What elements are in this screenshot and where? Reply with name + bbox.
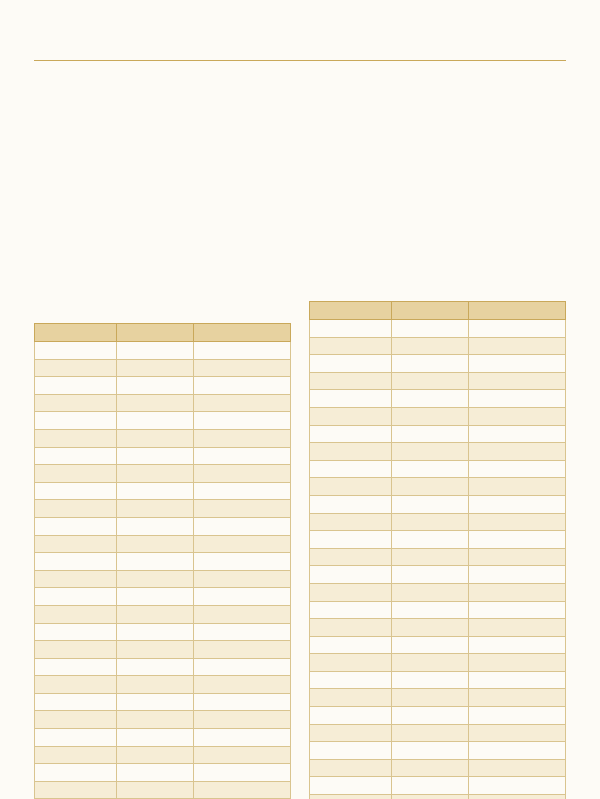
cell-word	[391, 654, 468, 672]
cell-word	[391, 601, 468, 619]
table-row	[310, 619, 566, 637]
table-row	[310, 759, 566, 777]
cell-reference	[35, 570, 117, 588]
cell-word	[116, 764, 193, 782]
cell-word	[116, 605, 193, 623]
cell-meaning	[193, 588, 290, 606]
cell-meaning	[468, 337, 565, 355]
cell-meaning	[193, 693, 290, 711]
cell-reference	[310, 795, 392, 799]
table-row	[310, 495, 566, 513]
cell-reference	[310, 619, 392, 637]
table-row	[310, 601, 566, 619]
cell-reference	[310, 777, 392, 795]
table-row	[35, 394, 291, 412]
cell-reference	[35, 535, 117, 553]
cell-word	[391, 795, 468, 799]
cell-word	[391, 337, 468, 355]
table-row	[310, 707, 566, 725]
table-header-row	[35, 324, 291, 342]
cell-word	[116, 641, 193, 659]
cell-meaning	[193, 342, 290, 360]
cell-word	[391, 636, 468, 654]
cell-meaning	[468, 513, 565, 531]
cell-reference	[310, 513, 392, 531]
table-row	[35, 764, 291, 782]
table-row	[310, 443, 566, 461]
table-row	[310, 320, 566, 338]
cell-meaning	[468, 548, 565, 566]
cell-reference	[310, 337, 392, 355]
cell-reference	[310, 671, 392, 689]
cell-reference	[310, 372, 392, 390]
cell-reference	[310, 495, 392, 513]
cell-word	[391, 671, 468, 689]
table-row	[310, 777, 566, 795]
cell-word	[391, 548, 468, 566]
cell-word	[391, 531, 468, 549]
table-row	[310, 531, 566, 549]
cell-word	[116, 535, 193, 553]
cell-reference	[310, 724, 392, 742]
table-row	[310, 478, 566, 496]
cell-meaning	[468, 478, 565, 496]
cell-word	[391, 619, 468, 637]
cell-meaning	[193, 394, 290, 412]
cell-word	[391, 443, 468, 461]
cell-word	[116, 658, 193, 676]
cell-reference	[310, 320, 392, 338]
cell-meaning	[468, 795, 565, 799]
cell-reference	[35, 676, 117, 694]
cell-reference	[310, 636, 392, 654]
table-row	[35, 729, 291, 747]
cell-word	[391, 742, 468, 760]
cell-reference	[310, 566, 392, 584]
table-row	[310, 636, 566, 654]
right-column	[309, 71, 566, 799]
cell-word	[391, 425, 468, 443]
cell-word	[391, 355, 468, 373]
cell-meaning	[468, 566, 565, 584]
cell-reference	[310, 443, 392, 461]
table-row	[310, 548, 566, 566]
cell-meaning	[193, 447, 290, 465]
table-row	[35, 658, 291, 676]
cell-reference	[310, 478, 392, 496]
cell-meaning	[193, 359, 290, 377]
cell-meaning	[468, 619, 565, 637]
table-row	[35, 447, 291, 465]
cell-reference	[35, 553, 117, 571]
cell-reference	[310, 531, 392, 549]
cell-word	[116, 693, 193, 711]
cell-word	[116, 465, 193, 483]
cell-meaning	[193, 377, 290, 395]
table-row	[35, 342, 291, 360]
cell-reference	[35, 482, 117, 500]
cell-reference	[35, 465, 117, 483]
table-row	[310, 407, 566, 425]
cell-reference	[35, 447, 117, 465]
col-header-meaning	[468, 302, 565, 320]
table-row	[35, 676, 291, 694]
cell-meaning	[193, 517, 290, 535]
table-row	[35, 781, 291, 799]
cell-word	[116, 447, 193, 465]
cell-word	[116, 342, 193, 360]
table-row	[310, 390, 566, 408]
cell-reference	[35, 764, 117, 782]
cell-meaning	[468, 390, 565, 408]
table-row	[35, 605, 291, 623]
cell-word	[116, 394, 193, 412]
cell-reference	[310, 601, 392, 619]
cell-meaning	[193, 553, 290, 571]
cell-meaning	[468, 425, 565, 443]
cell-reference	[35, 429, 117, 447]
table-row	[310, 355, 566, 373]
cell-reference	[310, 425, 392, 443]
table-row	[310, 795, 566, 799]
cell-meaning	[468, 407, 565, 425]
cell-meaning	[468, 742, 565, 760]
cell-word	[116, 623, 193, 641]
cell-meaning	[193, 412, 290, 430]
cell-meaning	[468, 707, 565, 725]
table-row	[35, 465, 291, 483]
cell-word	[116, 588, 193, 606]
table-row	[35, 641, 291, 659]
table-row	[310, 724, 566, 742]
cell-reference	[310, 390, 392, 408]
left-column	[34, 71, 291, 799]
cell-word	[116, 676, 193, 694]
table-row	[35, 359, 291, 377]
cell-word	[116, 553, 193, 571]
cell-reference	[35, 623, 117, 641]
left-glossary-table	[34, 323, 291, 799]
col-header-reference	[310, 302, 392, 320]
cell-meaning	[193, 429, 290, 447]
cell-meaning	[468, 443, 565, 461]
table-row	[310, 337, 566, 355]
left-table-body	[35, 342, 291, 799]
table-row	[310, 689, 566, 707]
table-row	[35, 377, 291, 395]
table-row	[35, 482, 291, 500]
cell-reference	[35, 729, 117, 747]
header-divider	[34, 60, 566, 61]
col-header-reference	[35, 324, 117, 342]
col-header-word	[391, 302, 468, 320]
cell-reference	[310, 654, 392, 672]
table-row	[35, 711, 291, 729]
cell-reference	[310, 707, 392, 725]
cell-meaning	[193, 605, 290, 623]
cell-reference	[35, 394, 117, 412]
table-row	[35, 553, 291, 571]
cell-meaning	[468, 320, 565, 338]
cell-word	[391, 372, 468, 390]
cell-meaning	[468, 531, 565, 549]
cell-meaning	[468, 671, 565, 689]
cell-reference	[35, 517, 117, 535]
cell-word	[391, 495, 468, 513]
cell-word	[391, 689, 468, 707]
table-row	[35, 429, 291, 447]
table-row	[35, 693, 291, 711]
table-row	[310, 742, 566, 760]
cell-reference	[35, 359, 117, 377]
cell-meaning	[468, 460, 565, 478]
cell-word	[116, 746, 193, 764]
cell-reference	[35, 412, 117, 430]
cell-word	[391, 777, 468, 795]
right-glossary-table	[309, 301, 566, 799]
cell-word	[116, 500, 193, 518]
cell-reference	[310, 742, 392, 760]
cell-word	[116, 729, 193, 747]
cell-reference	[35, 377, 117, 395]
cell-word	[116, 570, 193, 588]
left-column-paragraph	[34, 71, 291, 311]
cell-meaning	[468, 636, 565, 654]
cell-reference	[310, 407, 392, 425]
cell-meaning	[193, 465, 290, 483]
cell-meaning	[468, 372, 565, 390]
cell-word	[116, 412, 193, 430]
cell-word	[391, 513, 468, 531]
cell-meaning	[193, 781, 290, 799]
table-header-row	[310, 302, 566, 320]
cell-reference	[310, 548, 392, 566]
cell-meaning	[468, 583, 565, 601]
cell-reference	[310, 689, 392, 707]
table-row	[35, 588, 291, 606]
cell-reference	[35, 658, 117, 676]
cell-meaning	[193, 729, 290, 747]
table-row	[310, 671, 566, 689]
cell-reference	[35, 693, 117, 711]
cell-meaning	[468, 689, 565, 707]
cell-word	[116, 781, 193, 799]
cell-meaning	[468, 495, 565, 513]
cell-word	[391, 320, 468, 338]
cell-word	[391, 478, 468, 496]
cell-word	[116, 359, 193, 377]
table-row	[310, 513, 566, 531]
cell-reference	[35, 641, 117, 659]
cell-meaning	[193, 711, 290, 729]
col-header-meaning	[193, 324, 290, 342]
cell-reference	[310, 759, 392, 777]
table-row	[35, 623, 291, 641]
cell-word	[391, 707, 468, 725]
cell-meaning	[468, 724, 565, 742]
right-column-paragraph	[309, 77, 566, 289]
cell-meaning	[193, 535, 290, 553]
cell-meaning	[193, 658, 290, 676]
cell-reference	[310, 583, 392, 601]
cell-word	[391, 724, 468, 742]
cell-reference	[35, 781, 117, 799]
cell-word	[116, 482, 193, 500]
table-row	[310, 372, 566, 390]
cell-reference	[310, 460, 392, 478]
table-row	[310, 460, 566, 478]
cell-meaning	[193, 641, 290, 659]
cell-meaning	[468, 601, 565, 619]
right-table-body	[310, 320, 566, 799]
cell-word	[391, 583, 468, 601]
table-row	[310, 654, 566, 672]
cell-meaning	[468, 355, 565, 373]
col-header-word	[116, 324, 193, 342]
cell-word	[391, 460, 468, 478]
cell-word	[116, 517, 193, 535]
cell-word	[391, 390, 468, 408]
table-row	[35, 517, 291, 535]
cell-meaning	[193, 623, 290, 641]
cell-word	[116, 711, 193, 729]
cell-reference	[35, 605, 117, 623]
cell-meaning	[468, 777, 565, 795]
table-row	[310, 425, 566, 443]
cell-meaning	[193, 676, 290, 694]
cell-reference	[35, 746, 117, 764]
cell-reference	[310, 355, 392, 373]
cell-meaning	[193, 500, 290, 518]
table-row	[35, 412, 291, 430]
cell-meaning	[193, 482, 290, 500]
cell-reference	[35, 588, 117, 606]
table-row	[35, 500, 291, 518]
cell-meaning	[193, 746, 290, 764]
cell-word	[116, 429, 193, 447]
table-row	[35, 746, 291, 764]
cell-word	[391, 407, 468, 425]
cell-reference	[35, 711, 117, 729]
cell-meaning	[193, 764, 290, 782]
table-row	[310, 566, 566, 584]
cell-reference	[35, 342, 117, 360]
cell-word	[391, 759, 468, 777]
cell-meaning	[468, 759, 565, 777]
table-row	[35, 570, 291, 588]
cell-meaning	[468, 654, 565, 672]
two-column-body	[34, 71, 566, 799]
cell-meaning	[193, 570, 290, 588]
cell-reference	[35, 500, 117, 518]
running-header	[34, 18, 566, 58]
cell-word	[391, 566, 468, 584]
cell-word	[116, 377, 193, 395]
table-row	[35, 535, 291, 553]
table-row	[310, 583, 566, 601]
